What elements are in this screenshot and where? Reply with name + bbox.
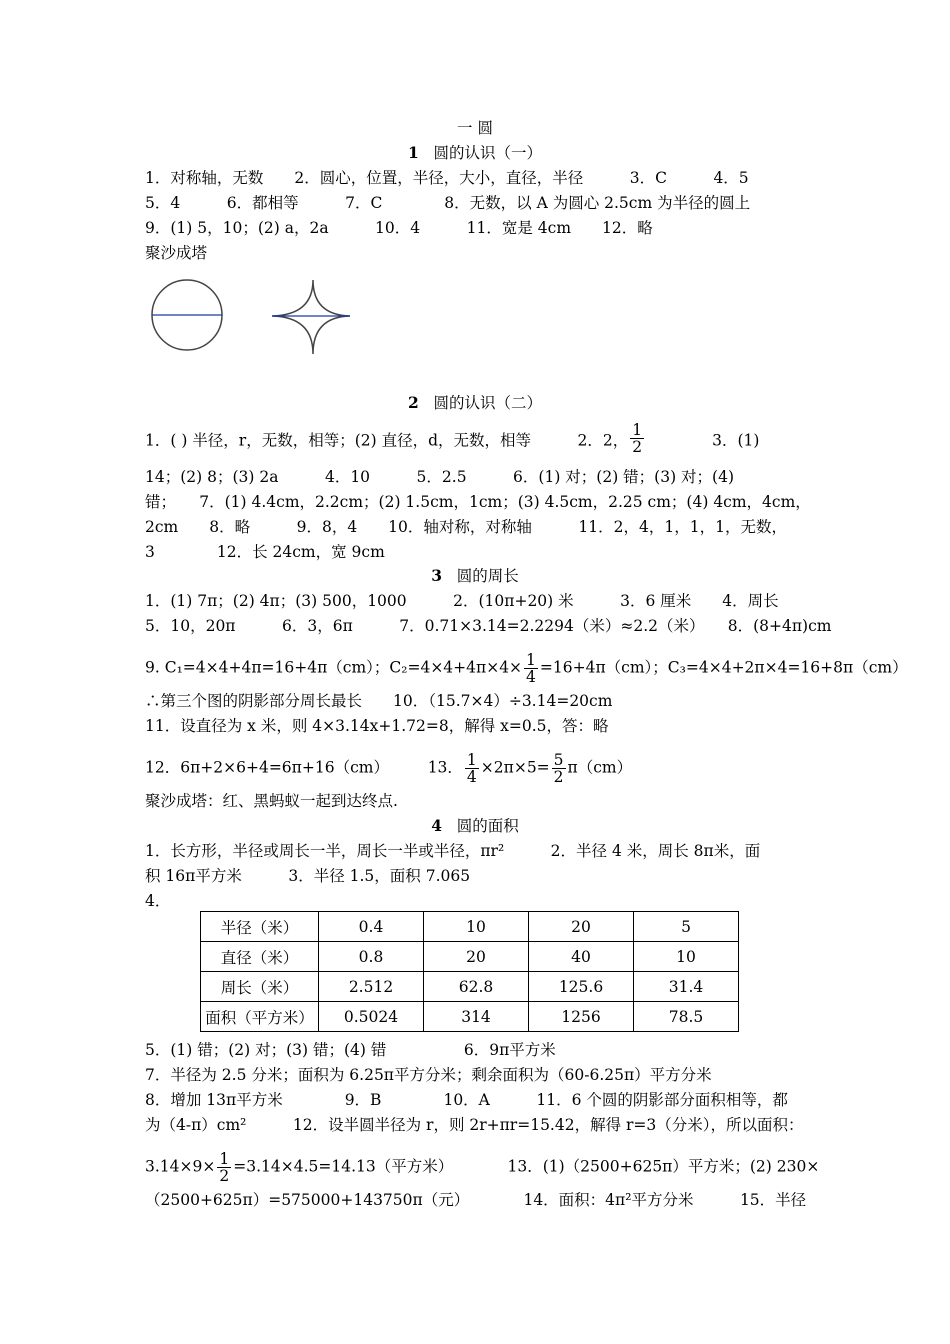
s2-line-5: 3 12．长 24cm，宽 9cm <box>145 543 385 561</box>
s4-line-1: 1．长方形，半径或周长一半，周长一半或半径，πr² 2．半径 4 米，周长 8π米，面 <box>145 842 761 860</box>
text: ×2π×5= <box>480 758 550 777</box>
table-cell: 62.8 <box>424 972 529 1002</box>
fraction <box>630 422 644 455</box>
section-title: 圆的认识（二） <box>433 394 543 412</box>
text: =3.14×4.5=14.13（平方米） 13．(1)（2500+625π）平方米；(2) 230× <box>233 1157 820 1176</box>
s3-line-2: 5．10，20π 6．3，6π 7．0.71×3.14=2.2294（米）≈2.2（米） 8．(8+4π)cm <box>145 617 832 635</box>
s4-line-8 <box>145 1151 819 1184</box>
s1-line-4: 聚沙成塔 <box>145 244 208 262</box>
table-cell: 0.8 <box>319 942 424 972</box>
section-3-heading <box>0 566 950 586</box>
section-number: 3 <box>431 566 442 585</box>
section-title: 圆的周长 <box>456 567 519 585</box>
numerator: 1 <box>219 1150 230 1168</box>
table-cell: 31.4 <box>634 972 739 1002</box>
numerator: 1 <box>632 421 643 439</box>
s4-line-5: 7．半径为 2.5 分米；面积为 6.25π平方分米；剩余面积为（60-6.25π）平方分米 <box>145 1066 712 1084</box>
table-cell: 40 <box>529 942 634 972</box>
section-number: 2 <box>407 393 419 412</box>
denominator: 2 <box>632 438 643 456</box>
s2-line-1 <box>145 421 760 456</box>
table-cell: 0.4 <box>319 912 424 942</box>
denominator: 4 <box>466 768 477 786</box>
section-1-heading <box>0 143 950 163</box>
table-cell: 10 <box>424 912 529 942</box>
text: 9. C₁=4×4+4π=16+4π（cm）；C₂=4×4+4π×4× <box>145 658 523 677</box>
s4-line-2: 积 16π平方米 3．半径 1.5，面积 7.065 <box>145 867 471 885</box>
s4-line-4: 5．(1) 错；(2) 对；(3) 错；(4) 错 6．9π平方米 <box>145 1041 556 1059</box>
table-cell: 半径（米） <box>201 912 319 942</box>
denominator: 2 <box>219 1167 230 1185</box>
astroid-figure <box>268 278 358 358</box>
chapter-title: 一 圆 <box>457 119 493 137</box>
s4-line-9: （2500+625π）=575000+143750π（元） 14．面积：4π²平方分米 15．半径 <box>145 1191 807 1209</box>
s3-line-6 <box>145 752 632 785</box>
table-cell: 78.5 <box>634 1002 739 1032</box>
text: =16+4π（cm）；C₃=4×4+2π×4=16+8π（cm） <box>539 658 908 677</box>
table-cell: 0.5024 <box>319 1002 424 1032</box>
s1-line-1: 1．对称轴，无数 2．圆心，位置，半径，大小，直径，半径 3．C 4．5 <box>145 169 749 187</box>
s2-line-4: 2cm 8．略 9．8，4 10．轴对称，对称轴 11．2，4，1，1，1，无数， <box>145 518 787 536</box>
s4-line-6: 8．增加 13π平方米 9．B 10．A 11．6 个圆的阴影部分面积相等，都 <box>145 1091 788 1109</box>
circle-data-table <box>200 911 739 1032</box>
s2-line-2: 14；(2) 8；(3) 2a 4．10 5．2.5 6．(1) 对；(2) 错；(3) 对；(4) <box>145 468 735 486</box>
text: π（cm） <box>567 758 633 777</box>
table-cell: 125.6 <box>529 972 634 1002</box>
section-2-heading <box>0 393 950 413</box>
text: 3.14×9× <box>145 1157 216 1176</box>
table-row <box>201 942 739 972</box>
text: 1．( ) 半径，r，无数，相等；(2) 直径，d，无数，相等 2．2， <box>145 431 629 450</box>
table-cell: 10 <box>634 942 739 972</box>
table-cell: 直径（米） <box>201 942 319 972</box>
table-cell: 1256 <box>529 1002 634 1032</box>
s3-line-7: 聚沙成塔：红、黑蚂蚁一起到达终点. <box>145 792 398 810</box>
numerator: 5 <box>553 751 564 769</box>
section-title: 圆的面积 <box>456 817 519 835</box>
table-row <box>201 1002 739 1032</box>
s4-line-7: 为（4-π）cm² 12．设半圆半径为 r，则 2r+πr=15.42，解得 r=3（分米），所以面积： <box>145 1116 804 1134</box>
denominator: 2 <box>553 768 564 786</box>
section-number: 1 <box>407 143 419 162</box>
section-4-heading <box>0 816 950 836</box>
s3-line-4: ∴第三个图的阴影部分周长最长 10．（15.7×4）÷3.14=20cm <box>145 692 613 710</box>
table-cell: 20 <box>424 942 529 972</box>
table-cell: 2.512 <box>319 972 424 1002</box>
text: 3．(1) <box>712 431 760 450</box>
section-title: 圆的认识（一） <box>433 144 543 162</box>
text: 12．6π+2×6+4=6π+16（cm） 13． <box>145 758 463 777</box>
s4-line-3: 4． <box>145 892 171 910</box>
fraction <box>524 652 538 685</box>
table-cell: 5 <box>634 912 739 942</box>
numerator: 1 <box>466 751 477 769</box>
table-row <box>201 972 739 1002</box>
s3-line-1: 1．(1) 7π；(2) 4π；(3) 500，1000 2．(10π+20) 米 3．6 厘米 4．周长 <box>145 592 779 610</box>
numerator: 1 <box>526 651 536 669</box>
denominator: 4 <box>526 668 536 686</box>
table-row <box>201 912 739 942</box>
s2-line-3: 错； 7．(1) 4.4cm，2.2cm；(2) 1.5cm，1cm；(3) 4.5cm，2.25 cm；(4) 4cm，4cm， <box>145 493 811 511</box>
table-cell: 314 <box>424 1002 529 1032</box>
fraction <box>465 752 479 785</box>
fraction <box>217 1151 231 1184</box>
table-cell: 周长（米） <box>201 972 319 1002</box>
section-number: 4 <box>431 816 442 835</box>
s1-line-3: 9．(1) 5，10；(2) a，2a 10．4 11．宽是 4cm 12．略 <box>145 219 653 237</box>
circle-figure <box>148 278 228 356</box>
fraction <box>552 752 566 785</box>
astroid-outline <box>272 280 350 354</box>
table-cell: 20 <box>529 912 634 942</box>
s3-line-3 <box>145 652 908 685</box>
s1-line-2: 5．4 6．都相等 7．C 8．无数，以 A 为圆心 2.5cm 为半径的圆上 <box>145 194 751 212</box>
table-cell: 面积（平方米） <box>201 1002 319 1032</box>
s3-line-5: 11．设直径为 x 米，则 4×3.14x+1.72=8，解得 x=0.5，答：略 <box>145 717 609 735</box>
